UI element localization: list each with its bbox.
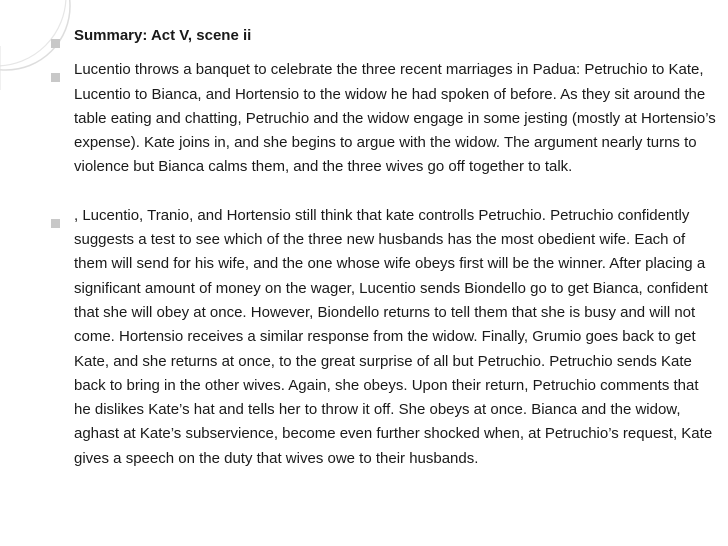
bullet-wager-summary <box>48 204 718 471</box>
square-bullet-icon <box>51 66 60 75</box>
bullet-list <box>48 24 718 471</box>
bullet-summary-heading <box>48 24 718 48</box>
paragraph-text: Lucentio throws a banquet to celebrate the three recent marriages in Padua: Petruchio to Kate, Lucentio to Bianca, and Hortensio to the widow he had spoken of before. As they sit around the table eating and chatting, Petruchio and the widow engage in some jesting (mostly at Hortensio’s expense). Kate joins in, and she begins to argue with the widow. The argument nearly turns to violence but Bianca calms them, and the three wives go off together to talk. <box>74 61 716 176</box>
square-bullet-icon <box>51 32 60 41</box>
bullet-banquet-summary <box>48 58 718 179</box>
square-bullet-icon <box>51 212 60 221</box>
paragraph-text: , Lucentio, Tranio, and Hortensio still think that kate controlls Petruchio. Petruchio confidently suggests a test to see which of the three new husbands has the most obedient wife. Each of them will send for his wife, and the one whose wife obeys first will be the winner. After placing a significant amount of money on the wager, Lucentio sends Biondello go to get Bianca, confident that she will obey at once. However, Biondello returns to tell them that she is busy and will not come. Hortensio receives a similar response from the widow. Finally, Grumio goes back to get Kate, and she returns at once, to the great surprise of all but Petruchio. Petruchio sends Kate back to bring in the other wives. Again, she obeys. Upon their return, Petruchio comments that he dislikes Kate’s hat and tells her to throw it off. She obeys at once. Bianca and the widow, aghast at Kate’s subservience, become even further shocked when, at Petruchio’s request, Kate gives a speech on the duty that wives owe to their husbands. <box>74 206 713 467</box>
slide-heading: Summary: Act V, scene ii <box>74 27 252 44</box>
